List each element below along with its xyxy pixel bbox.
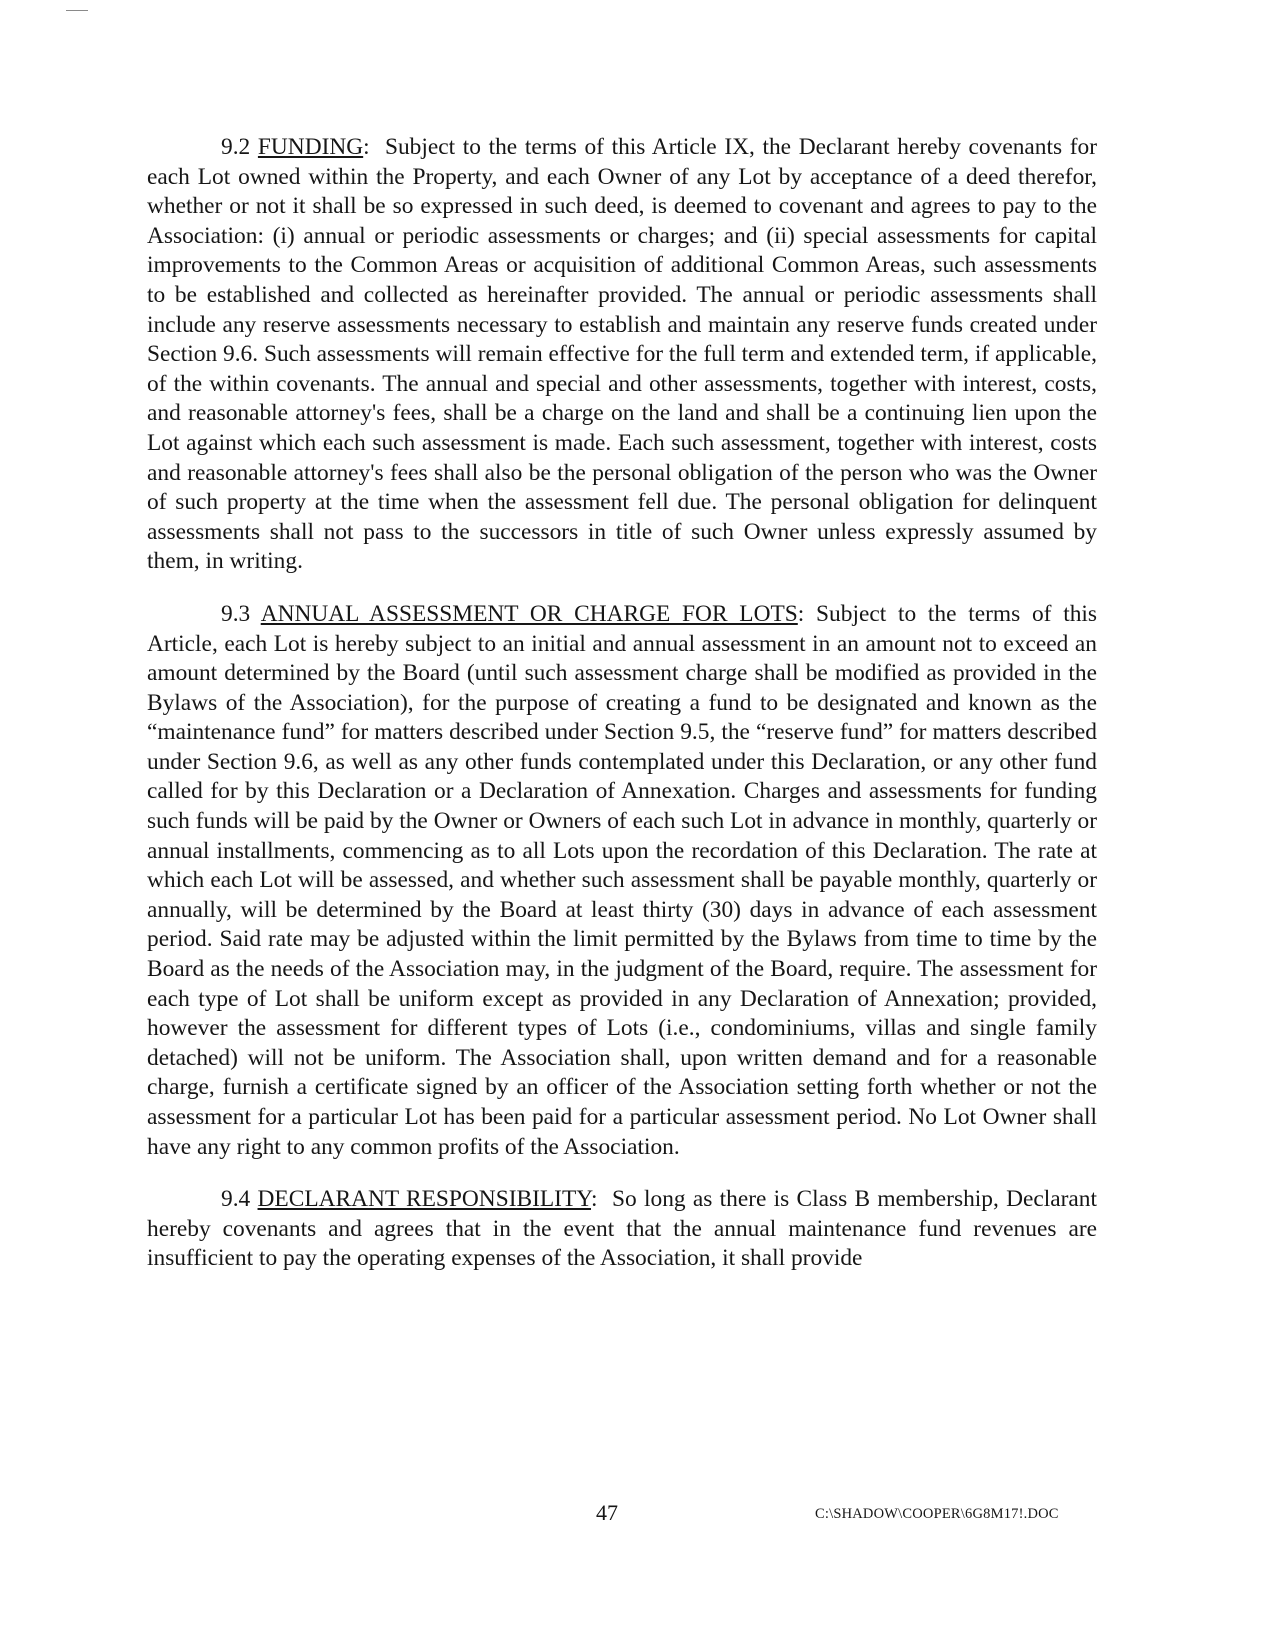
page-number: 47 (596, 1500, 618, 1525)
section-number: 9.3 (221, 600, 251, 627)
section-9-4: 9.4 DECLARANT RESPONSIBILITY: So long as there is Class B membership, Declarant hereby covenants and agrees that in the event that the annual maintenance fund revenues are insufficient to pay the operating expenses of the Association, it shall provide (147, 1186, 1097, 1272)
section-text: So long as there is Class B membership, Declarant hereby covenants and agrees that in the event that the annual maintenance fund revenues are insufficient to pay the operating expenses of the Association, it shall provide (147, 1186, 1097, 1272)
section-text: Subject to the terms of this Article IX, the Declarant hereby covenants for each Lot owned within the Property, and each Owner of any Lot by acceptance of a deed therefor, whether or not it shall be so expressed in such deed, is deemed to covenant and agrees to pay to the Association: (i) annual or periodic assessments or charges; and (ii) special assessments for capital improvements to the Common Areas or acquisition of additional Common Areas, such assessments to be established and collected as hereinafter provided. The annual or periodic assessments shall include any reserve assessments necessary to establish and maintain any reserve funds created under Section 9.6. Such assessments will remain effective for the full term and extended term, if applicable, of the within covenants. The annual and special and other assessments, together with interest, costs, and reasonable attorney's fees, shall be a charge on the land and shall be a continuing lien upon the Lot against which each such assessment is made. Each such assessment, together with interest, costs and reasonable attorney's fees shall also be the personal obligation of the person who was the Owner of such property at the time when the assessment fell due. The personal obligation for delinquent assessments shall not pass to the successors in title of such Owner unless expressly assumed by them, in writing. (147, 134, 1097, 575)
scan-artifact-line (66, 10, 88, 11)
section-9-3: 9.3 ANNUAL ASSESSMENT OR CHARGE FOR LOTS: Subject to the terms of this Article, each Lot is hereby subject to an initial and annual assessment in an amount not to exceed an amount determined by the Board (until such assessment charge shall be modified as provided in the Bylaws of the Association), for the purpose of creating a fund to be designated and known as the “maintenance fund” for matters described under Section 9.5, the “reserve fund” for matters described under Section 9.6, as well as any other funds contemplated under this Declaration, or any other fund called for by this Declaration or a Declaration of Annexation. Charges and assessments for funding such funds will be paid by the Owner or Owners of each such Lot in advance in monthly, quarterly or annual installments, commencing as to all Lots upon the recordation of this Declaration. The rate at which each Lot will be assessed, and whether such assessment shall be payable monthly, quarterly or annually, will be determined by the Board at least thirty (30) days in advance of each assessment period. Said rate may be adjusted within the limit permitted by the Bylaws from time to time by the Board as the needs of the Association may, in the judgment of the Board, require. The assessment for each type of Lot shall be uniform except as provided in any Declaration of Annexation; provided, however the assessment for different types of Lots (i.e., condominiums, villas and single family detached) will not be uniform. The Association shall, upon written demand and for a reasonable charge, furnish a certificate signed by an officer of the Association setting forth whether or not the assessment for a particular Lot has been paid for a particular assessment period. No Lot Owner shall have any right to any common profits of the Association. (147, 600, 1097, 1160)
section-heading: DECLARANT RESPONSIBILITY (257, 1186, 591, 1213)
document-body (147, 133, 1097, 1297)
section-text: Subject to the terms of this Article, each Lot is hereby subject to an initial and annual assessment in an amount not to exceed an amount determined by the Board (until such assessment charge shall be modified as provided in the Bylaws of the Association), for the purpose of creating a fund to be designated and known as the “maintenance fund” for matters described under Section 9.5, the “reserve fund” for matters described under Section 9.6, as well as any other funds contemplated under this Declaration, or any other fund called for by this Declaration or a Declaration of Annexation. Charges and assessments for funding such funds will be paid by the Owner or Owners of each such Lot in advance in monthly, quarterly or annual installments, commencing as to all Lots upon the recordation of this Declaration. The rate at which each Lot will be assessed, and whether such assessment shall be payable monthly, quarterly or annually, will be determined by the Board at least thirty (30) days in advance of each assessment period. Said rate may be adjusted within the limit permitted by the Bylaws from time to time by the Board as the needs of the Association may, in the judgment of the Board, require. The assessment for each type of Lot shall be uniform except as provided in any Declaration of Annexation; provided, however the assessment for different types of Lots (i.e., condominiums, villas and single family detached) will not be uniform. The Association shall, upon written demand and for a reasonable charge, furnish a certificate signed by an officer of the Association setting forth whether or not the assessment for a particular Lot has been paid for a particular assessment period. No Lot Owner shall have any right to any common profits of the Association. (147, 600, 1097, 1160)
section-9-2: 9.2 FUNDING: Subject to the terms of this Article IX, the Declarant hereby covenants for each Lot owned within the Property, and each Owner of any Lot by acceptance of a deed therefor, whether or not it shall be so expressed in such deed, is deemed to covenant and agrees to pay to the Association: (i) annual or periodic assessments or charges; and (ii) special assessments for capital improvements to the Common Areas or acquisition of additional Common Areas, such assessments to be established and collected as hereinafter provided. The annual or periodic assessments shall include any reserve assessments necessary to establish and maintain any reserve funds created under Section 9.6. Such assessments will remain effective for the full term and extended term, if applicable, of the within covenants. The annual and special and other assessments, together with interest, costs, and reasonable attorney's fees, shall be a charge on the land and shall be a continuing lien upon the Lot against which each such assessment is made. Each such assessment, together with interest, costs and reasonable attorney's fees shall also be the personal obligation of the person who was the Owner of such property at the time when the assessment fell due. The personal obligation for delinquent assessments shall not pass to the successors in title of such Owner unless expressly assumed by them, in writing. (147, 134, 1097, 575)
section-number: 9.2 (221, 134, 251, 160)
section-heading: ANNUAL ASSESSMENT OR CHARGE FOR LOTS (260, 600, 798, 627)
section-heading: FUNDING (257, 134, 364, 160)
file-path: C:\SHADOW\COOPER\6G8M17!.DOC (815, 1506, 1059, 1522)
section-number: 9.4 (221, 1186, 251, 1213)
